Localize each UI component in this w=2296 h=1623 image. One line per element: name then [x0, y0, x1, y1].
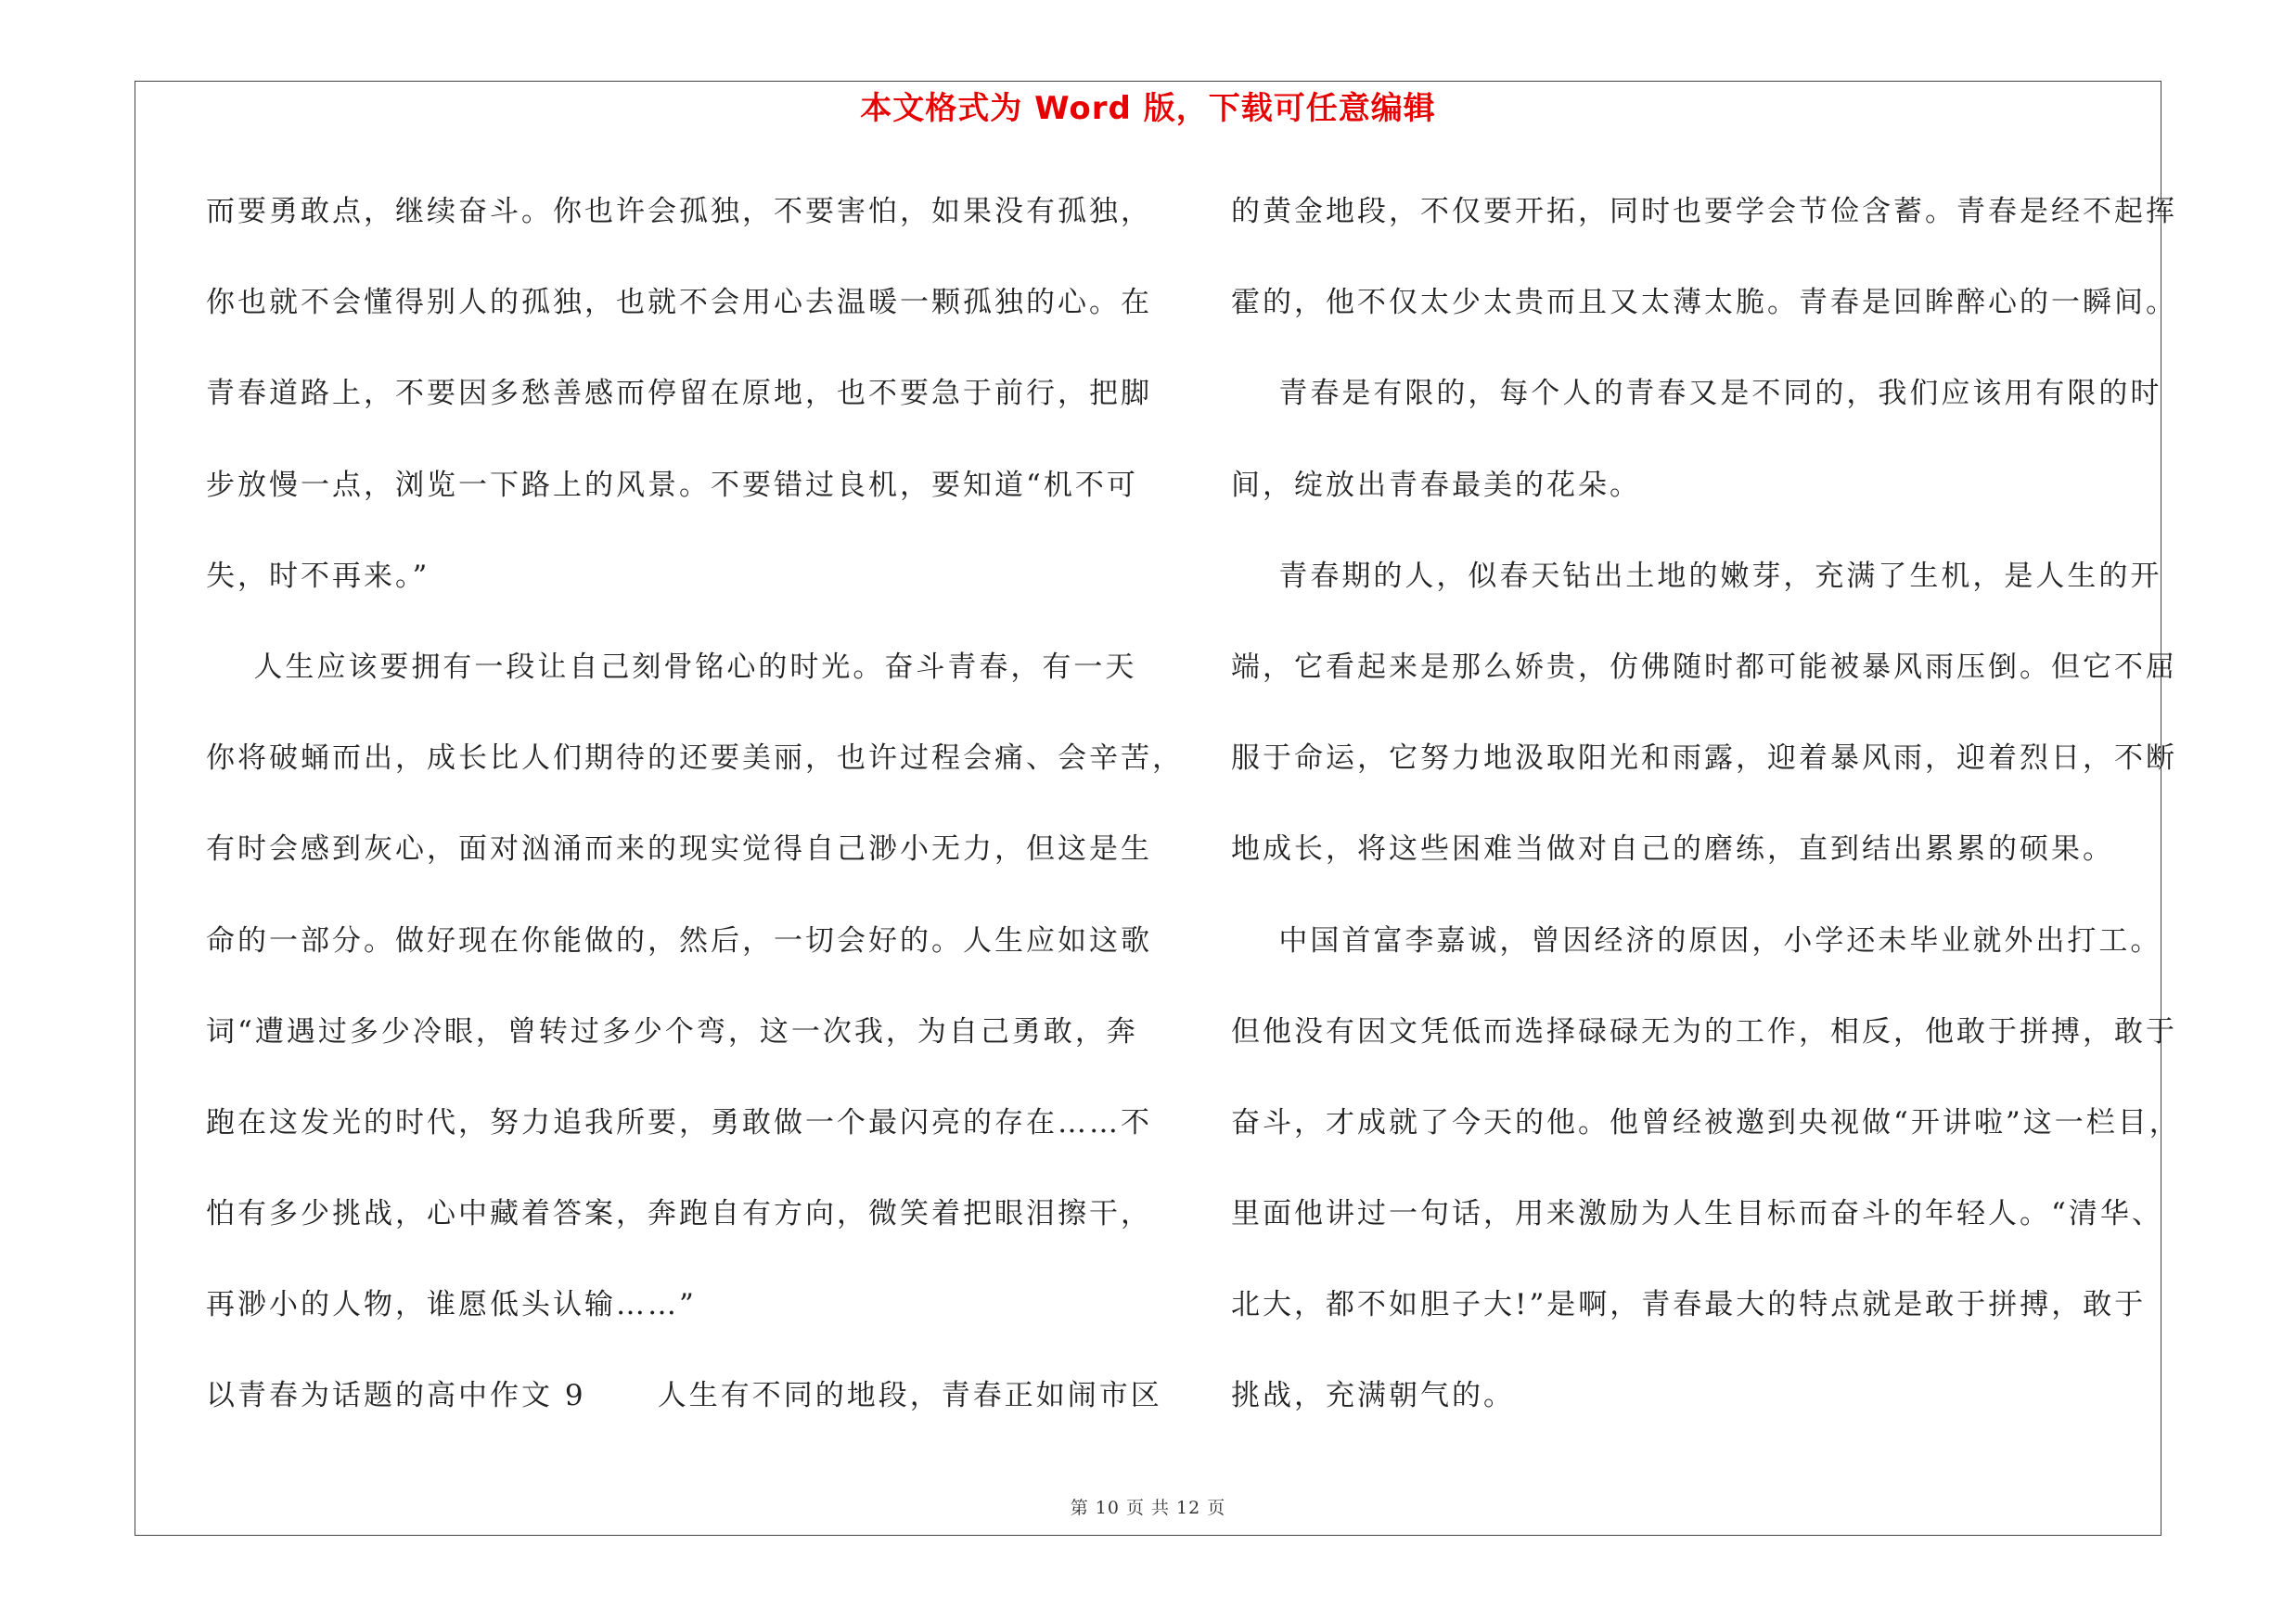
text-line: 的黄金地段，不仅要开拓，同时也要学会节俭含蓄。青春是经不起挥	[1231, 195, 2177, 228]
text-line: 间，绽放出青春最美的花朵。	[1231, 468, 1641, 502]
text-line: 青春道路上，不要因多愁善感而停留在原地，也不要急于前行，把脚	[206, 377, 1152, 411]
page-number-footer: 第 10 页 共 12 页	[1070, 1498, 1226, 1518]
text-line: 中国首富李嘉诚，曾因经济的原因，小学还未毕业就外出打工。	[1231, 923, 2162, 958]
left-text-column	[206, 184, 1184, 1460]
text-line: 端，它看起来是那么娇贵，仿佛随时都可能被暴风雨压倒。但它不屈	[1231, 650, 2177, 684]
text-line: 青春是有限的，每个人的青春又是不同的，我们应该用有限的时	[1231, 377, 2162, 411]
text-line: 命的一部分。做好现在你能做的，然后，一切会好的。人生应如这歌	[206, 923, 1152, 958]
text-line: 你将破蛹而出，成长比人们期待的还要美丽，也许过程会痛、会辛苦，	[206, 741, 1184, 776]
text-line: 再渺小的人物，谁愿低头认输……”	[206, 1288, 697, 1322]
text-line: 奋斗，才成就了今天的他。他曾经被邀到央视做“开讲啦”这一栏目，	[1231, 1105, 2181, 1140]
text-line: 地成长，将这些困难当做对自己的磨练，直到结出累累的硕果。	[1231, 832, 2114, 867]
text-line: 里面他讲过一句话，用来激励为人生目标而奋斗的年轻人。“清华、	[1231, 1197, 2163, 1231]
right-text-column	[1231, 184, 2181, 1460]
text-line: 怕有多少挑战，心中藏着答案，奔跑自有方向，微笑着把眼泪擦干，	[206, 1197, 1152, 1231]
essay-heading-line: 以青春为话题的高中作文 9 人生有不同的地段，青春正如闹市区	[206, 1379, 1162, 1413]
text-line: 青春期的人，似春天钻出土地的嫩芽，充满了生机，是人生的开	[1231, 559, 2162, 593]
text-line: 步放慢一点，浏览一下路上的风景。不要错过良机，要知道“机不可	[206, 468, 1138, 502]
text-line: 有时会感到灰心，面对汹涌而来的现实觉得自己渺小无力，但这是生	[206, 832, 1152, 867]
text-line: 但他没有因文凭低而选择碌碌无为的工作，相反，他敢于拼搏，敢于	[1231, 1014, 2177, 1049]
text-line: 挑战，充满朝气的。	[1231, 1379, 1515, 1413]
text-line: 北大，都不如胆子大!”是啊，青春最大的特点就是敢于拼搏，敢于	[1231, 1288, 2147, 1322]
text-line: 跑在这发光的时代，努力追我所要，勇敢做一个最闪亮的存在……不	[206, 1105, 1152, 1140]
format-notice-banner: 本文格式为 Word 版，下载可任意编辑	[860, 90, 1436, 127]
text-line: 霍的，他不仅太少太贵而且又太薄太脆。青春是回眸醉心的一瞬间。	[1231, 286, 2177, 320]
text-line: 你也就不会懂得别人的孤独，也就不会用心去温暖一颗孤独的心。在	[206, 286, 1152, 320]
text-line: 而要勇敢点，继续奋斗。你也许会孤独，不要害怕，如果没有孤独，	[206, 195, 1152, 228]
text-line: 词“遭遇过多少冷眼，曾转过多少个弯，这一次我，为自己勇敢，奔	[206, 1014, 1138, 1049]
text-line: 人生应该要拥有一段让自己刻骨铭心的时光。奋斗青春，有一天	[206, 650, 1137, 684]
text-line: 服于命运，它努力地汲取阳光和雨露，迎着暴风雨，迎着烈日，不断	[1231, 741, 2177, 776]
text-line: 失，时不再来。”	[206, 559, 430, 593]
